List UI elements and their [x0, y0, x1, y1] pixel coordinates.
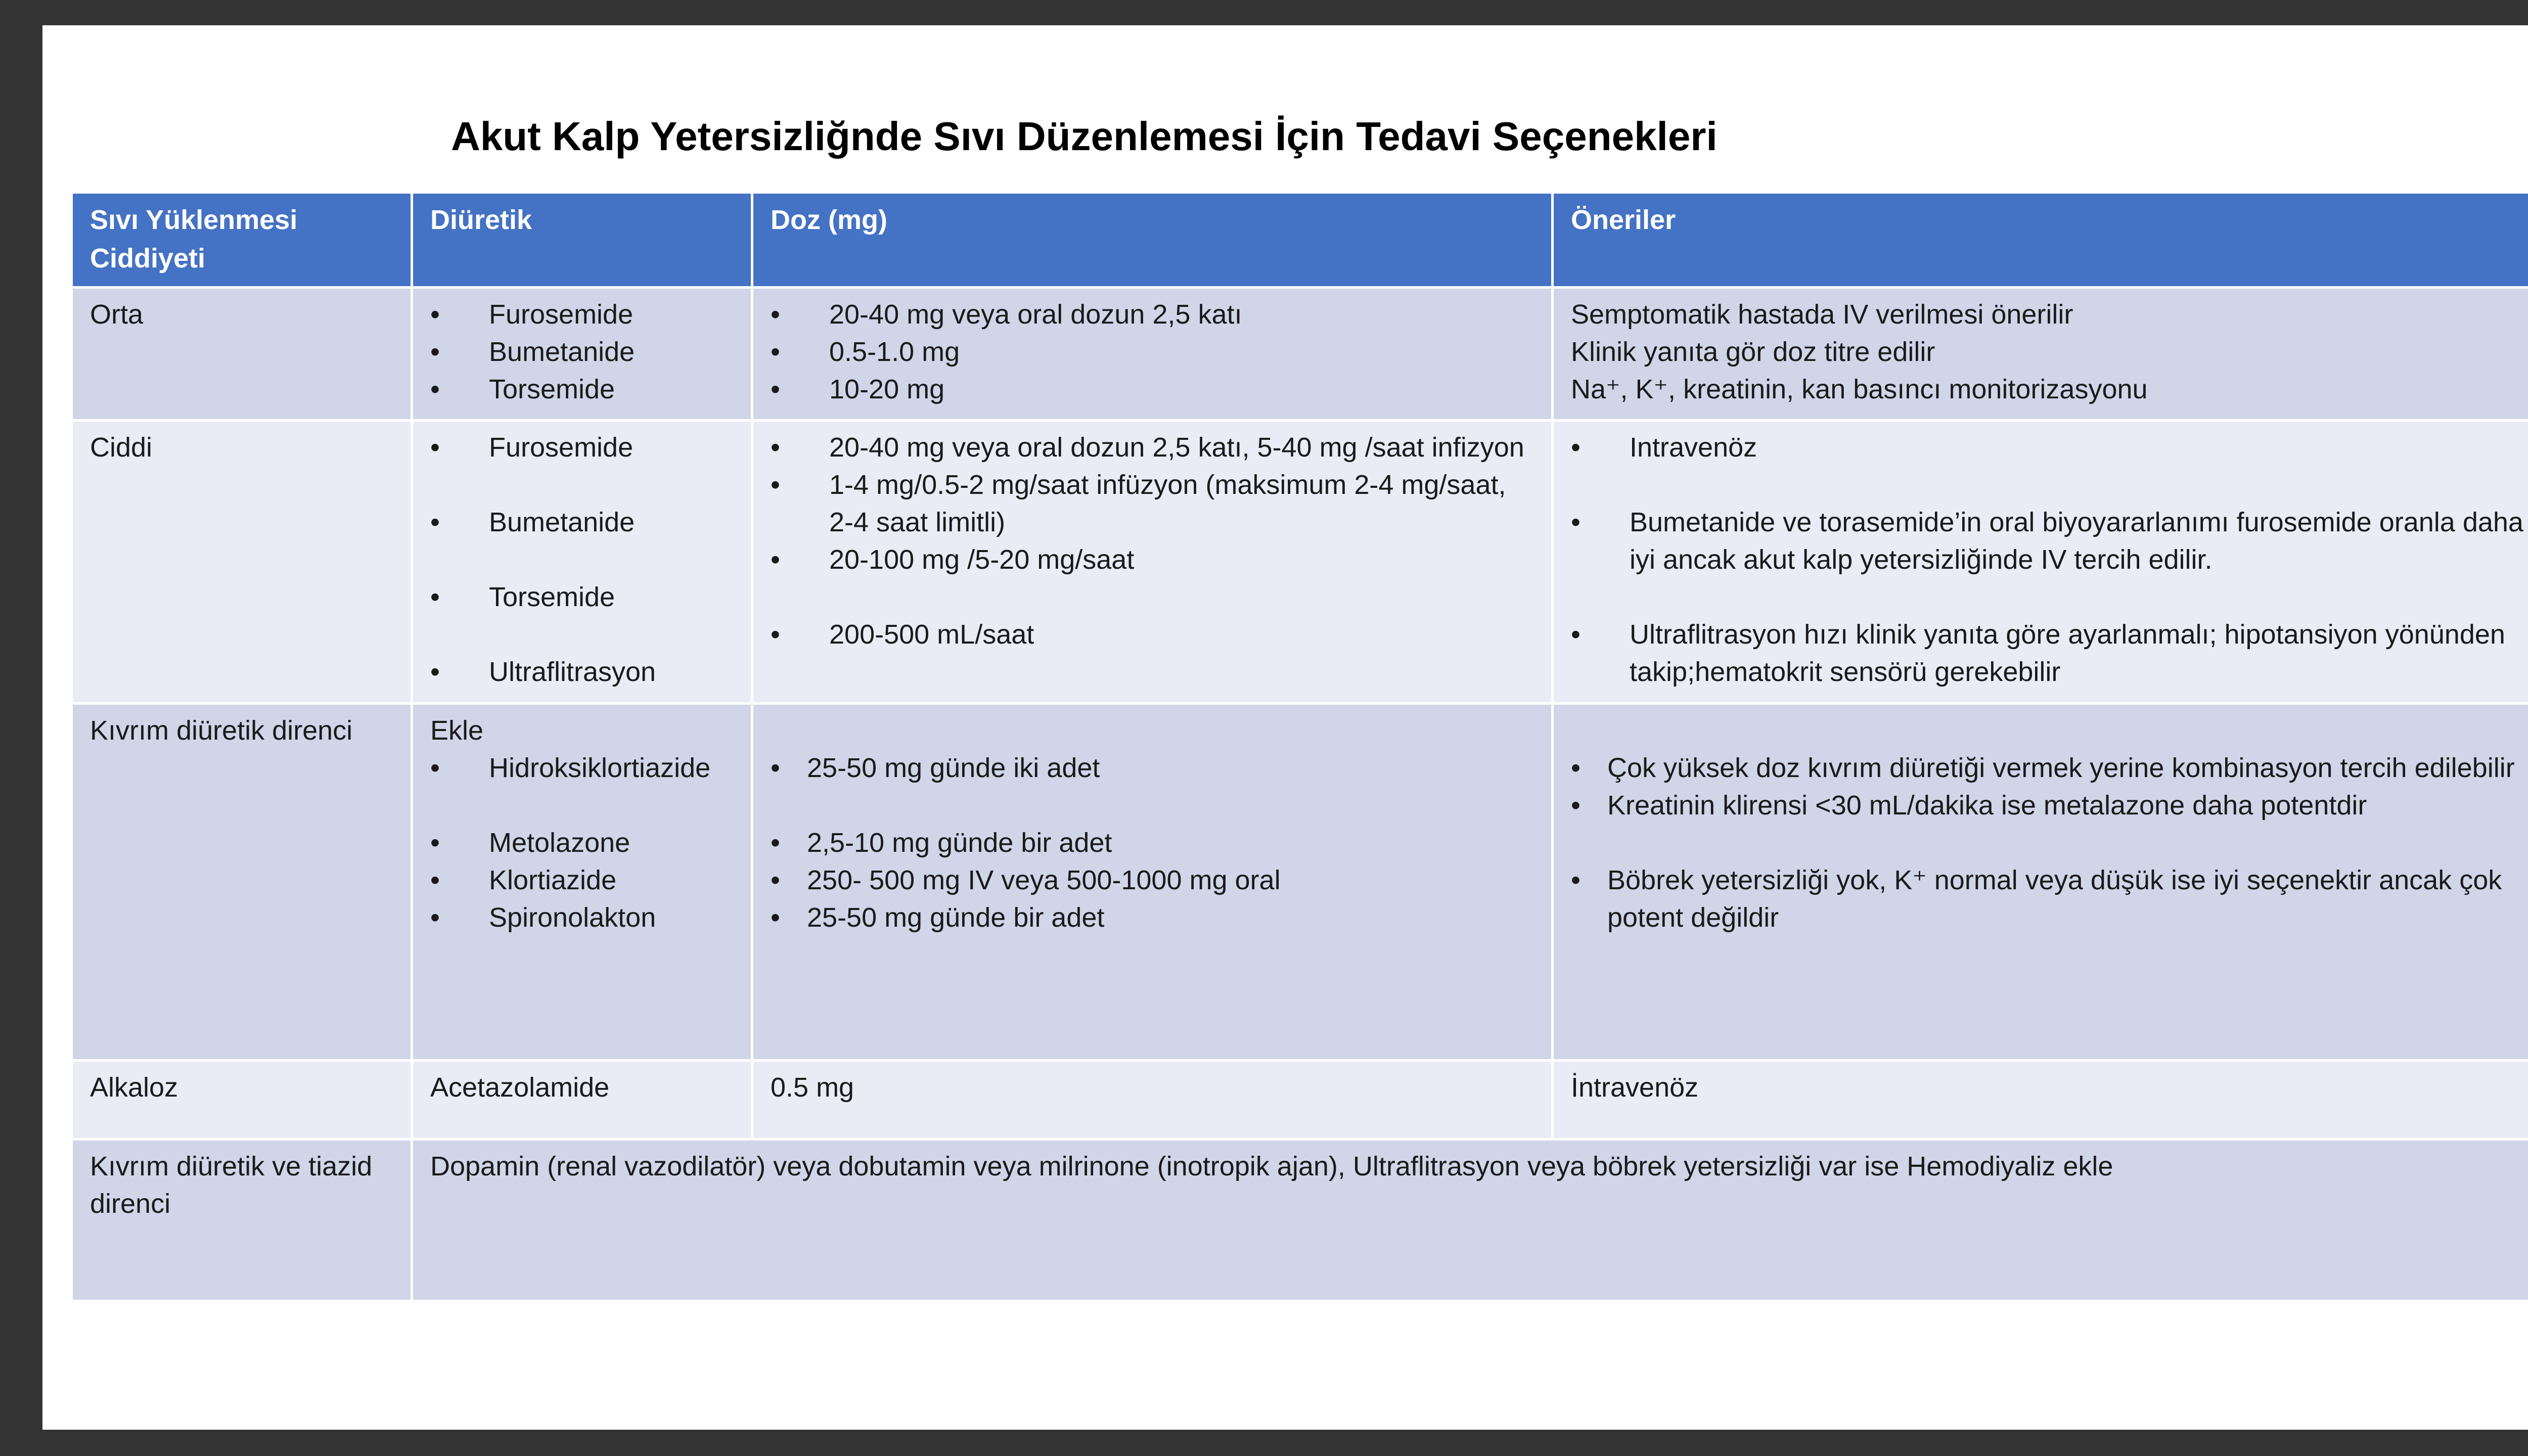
cell-ciddi-diuretics [413, 422, 751, 702]
list-item: • 1-4 mg/0.5-2 mg/saat infüzyon (maksimum 2-4 mg/saat, 2-4 saat limitli) [771, 470, 1506, 537]
list-item: • 2,5-10 mg günde bir adet [771, 828, 1112, 858]
list-item: • 20-40 mg veya oral dozun 2,5 katı [771, 299, 1242, 330]
list-item: • Intravenöz [1571, 432, 1757, 463]
cell-orta-diuretics [413, 289, 751, 419]
list-item: • 10-20 mg [771, 374, 945, 404]
list-item: • 20-40 mg veya oral dozun 2,5 katı, 5-40 mg /saat infizyon [771, 432, 1524, 463]
header-dose: Doz (mg) [753, 194, 1551, 286]
cell-alkaloz-severity: Alkaloz [73, 1062, 411, 1138]
cell-alkaloz-dose: 0.5 mg [753, 1062, 1551, 1138]
cell-kivrim-doses [753, 705, 1551, 1059]
cell-ciddi-recs [1554, 422, 2528, 702]
cell-kivrim-diuretics [413, 705, 751, 1059]
list-item: • Torsemide [430, 374, 615, 404]
slide-title: Akut Kalp Yetersizliğnde Sıvı Düzenlemesi İçin Tedavi Seçenekleri [451, 114, 1718, 159]
list-item: • Hidroksiklortiazide [430, 753, 711, 783]
header-diuretic: Diüretik [413, 194, 751, 286]
list-item: • Çok yüksek doz kıvrım diüretiği vermek yerine kombinasyon tercih edilebilir [1571, 753, 2515, 783]
cell-alkaloz-rec: İntravenöz [1554, 1062, 2528, 1138]
list-item: • 20-100 mg /5-20 mg/saat [771, 544, 1135, 575]
cell-orta-doses [753, 289, 1551, 419]
list-item: • 0.5-1.0 mg [771, 337, 960, 367]
cell-orta-severity: Orta [73, 289, 411, 419]
list-item: • Spironolakton [430, 902, 656, 933]
slide [42, 25, 2528, 1430]
rec-line: Klinik yanıta gör doz titre edilir [1571, 337, 1935, 367]
list-item: • Böbrek yetersizliği yok, K⁺ normal veya düşük ise iyi seçenektir ancak çok potent değildir [1571, 865, 2502, 933]
list-item: • Ultraflitrasyon hızı klinik yanıta göre ayarlanmalı; hipotansiyon yönünden takip;hematokrit sensörü gerekebilir [1571, 619, 2505, 687]
cell-tiazid-combined: Dopamin (renal vazodilatör) veya dobutamin veya milrinone (inotropik ajan), Ultraflitrasyon veya böbrek yetersizliği var ise Hemodiyaliz ekle [413, 1141, 2528, 1300]
cell-ciddi-severity: Ciddi [73, 422, 411, 702]
rec-line: Na⁺, K⁺, kreatinin, kan basıncı monitorizasyonu [1571, 374, 2148, 404]
list-item: • Bumetanide [430, 507, 635, 537]
list-item: • 250- 500 mg IV veya 500-1000 mg oral [771, 865, 1281, 895]
list-item: • 200-500 mL/saat [771, 619, 1034, 650]
list-item: • Ultraflitrasyon [430, 657, 656, 687]
treatment-table [73, 194, 2528, 1287]
list-item: • Torsemide [430, 582, 615, 612]
cell-kivrim-recs [1554, 705, 2528, 1059]
list-item: • Metolazone [430, 828, 630, 858]
cell-tiazid-severity: Kıvrım diüretik ve tiazid direnci [73, 1141, 411, 1300]
rec-line: Semptomatik hastada IV verilmesi önerilir [1571, 299, 2073, 330]
list-item: • Bumetanide ve torasemide’in oral biyoyararlanımı furosemide oranla daha iyi ancak akut kalp yetersizliğinde IV tercih edilir. [1571, 507, 2523, 575]
list-item: • Bumetanide [430, 337, 635, 367]
add-label: Ekle [430, 715, 484, 746]
header-recommendations: Öneriler [1554, 194, 2528, 286]
list-item: • Furosemide [430, 432, 634, 463]
list-item: • Furosemide [430, 299, 634, 330]
cell-ciddi-doses [753, 422, 1551, 702]
cell-kivrim-severity: Kıvrım diüretik direnci [73, 705, 411, 1059]
list-item: • 25-50 mg günde bir adet [771, 902, 1105, 933]
header-severity: Sıvı Yüklenmesi Ciddiyeti [73, 194, 411, 286]
cell-orta-recs [1554, 289, 2528, 419]
list-item: • Kreatinin klirensi <30 mL/dakika ise metalazone daha potentdir [1571, 790, 2367, 821]
list-item: • 25-50 mg günde iki adet [771, 753, 1100, 783]
cell-alkaloz-diuretic: Acetazolamide [413, 1062, 751, 1138]
list-item: • Klortiazide [430, 865, 617, 895]
